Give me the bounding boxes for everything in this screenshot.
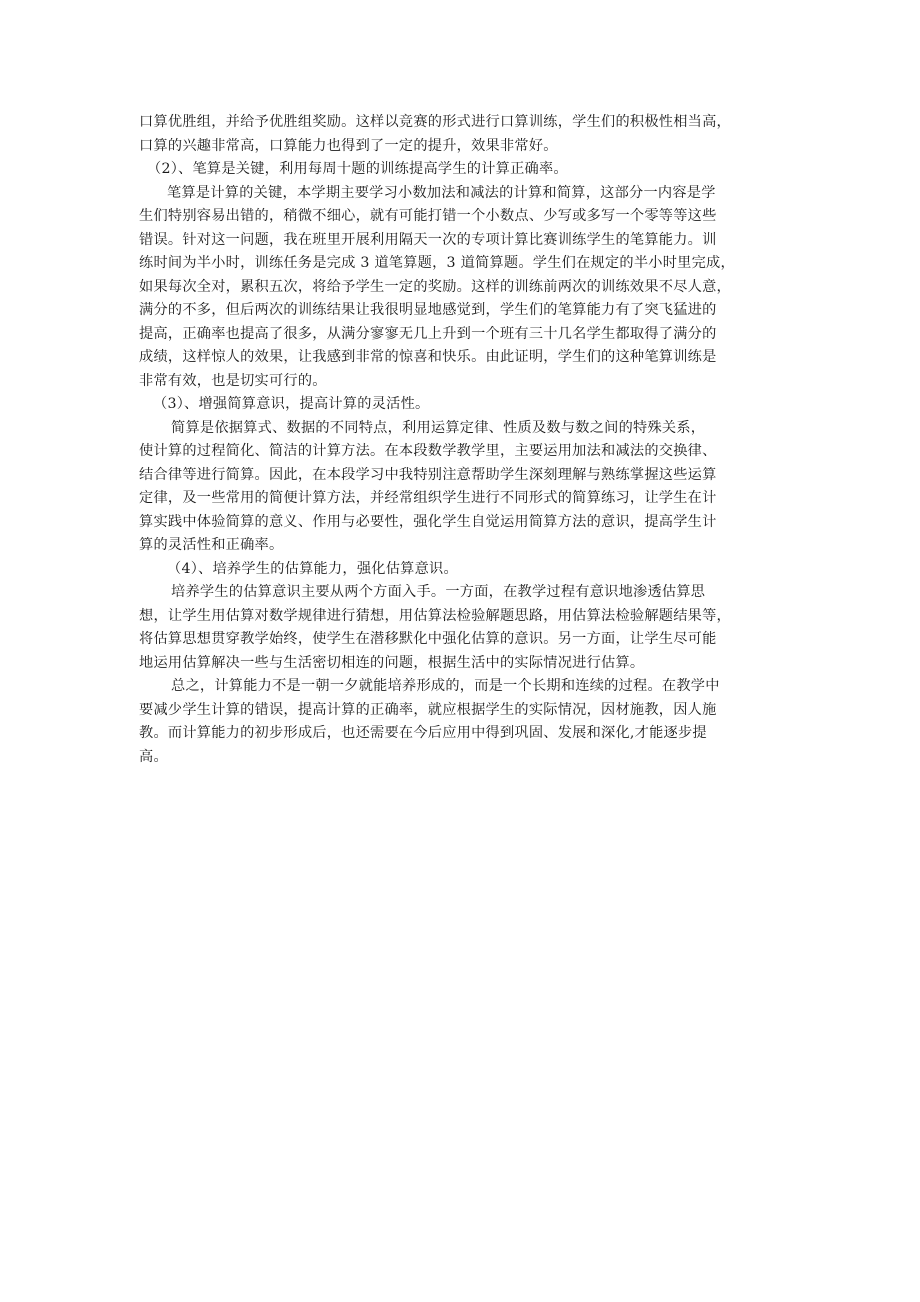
text-line: 笔算是计算的关键，本学期主要学习小数加法和减法的计算和简算，这部分一内容是学	[167, 184, 716, 201]
text-line: 练时间为半小时，训练任务是完成 3 道笔算题，3 道简算题。学生们在规定的半小时里完成，	[139, 255, 735, 271]
text-line: 满分的不多，但后两次的训练结果让我很明显地感觉到，学生们的笔算能力有了突飞猛进的	[139, 302, 717, 318]
text-line: 定律，及一些常用的简便计算方法，并经常组织学生进行不同形式的简算练习，让学生在计	[139, 490, 717, 506]
text-line: 口算的兴趣非常高，口算能力也得到了一定的提升，效果非常好。	[139, 137, 558, 154]
text-line: 使计算的过程简化、简洁的计算方法。在本段数学教学里，主要运用加法和减法的交换律、	[139, 443, 717, 459]
document-body	[139, 111, 811, 769]
text-line: 算实践中体验简算的意义、作用与必要性，强化学生自觉运用简算方法的意识，提高学生计	[139, 513, 717, 530]
text-line: 口算优胜组，并给予优胜组奖励。这样以竞赛的形式进行口算训练，学生们的积极性相当高，	[139, 114, 731, 130]
text-line: 成绩，这样惊人的效果，让我感到非常的惊喜和快乐。由此证明，学生们的这种笔算训练是	[139, 349, 717, 365]
text-line: 高。	[139, 748, 168, 765]
text-line: 简算是依据算式、数据的不同特点，利用运算定律、性质及数与数之间的特殊关系，	[171, 419, 706, 436]
text-line: 想，让学生用估算对数学规律进行猜想，用估算法检验解题思路，用估算法检验解题结果等，	[139, 607, 731, 624]
text-line: 总之，计算能力不是一朝一夕就能培养形成的，而是一个长期和连续的过程。在教学中	[171, 678, 720, 694]
text-line: 要减少学生计算的错误，提高计算的正确率，就应根据学生的实际情况，因材施教，因人施	[139, 701, 717, 718]
text-line: 如果每次全对，累积五次，将给予学生一定的奖励。这样的训练前两次的训练效果不尽人意，	[139, 278, 731, 295]
text-line: 地运用估算解决一些与生活密切相连的问题，根据生活中的实际情况进行估算。	[139, 654, 645, 671]
text-line: 生们特别容易出错的，稍微不细心，就有可能打错一个小数点、少写或多写一个零等等这些	[139, 208, 717, 224]
text-line: 培养学生的估算意识主要从两个方面入手。一方面，在教学过程有意识地渗透估算思	[171, 584, 706, 600]
text-line: 非常有效，也是切实可行的。	[139, 372, 327, 389]
text-line: 结合律等进行简算。因此，在本段学习中我特别注意帮助学生深刻理解与熟练掌握这些运算	[139, 466, 717, 483]
section-heading-2: （2）、笔算是关键，利用每周十题的训练提高学生的计算正确率。	[147, 161, 568, 177]
text-line: 提高，正确率也提高了很多，从满分寥寥无几上升到一个班有三十几名学生都取得了满分的	[139, 325, 717, 342]
section-heading-3: （3）、增强简算意识，提高计算的灵活性。	[153, 396, 430, 412]
text-line: 算的灵活性和正确率。	[139, 537, 284, 553]
text-line: 错误。针对这一问题，我在班里开展利用隔天一次的专项计算比赛训练学生的笔算能力。训	[139, 231, 717, 248]
text-line: 将估算思想贯穿教学始终，使学生在潜移默化中强化估算的意识。另一方面，让学生尽可能	[139, 631, 717, 647]
text-line: 教。而计算能力的初步形成后，也还需要在今后应用中得到巩固、发展和深化,才能逐步提	[139, 725, 707, 741]
section-heading-4: （4）、培养学生的估算能力，强化估算意识。	[167, 560, 458, 577]
